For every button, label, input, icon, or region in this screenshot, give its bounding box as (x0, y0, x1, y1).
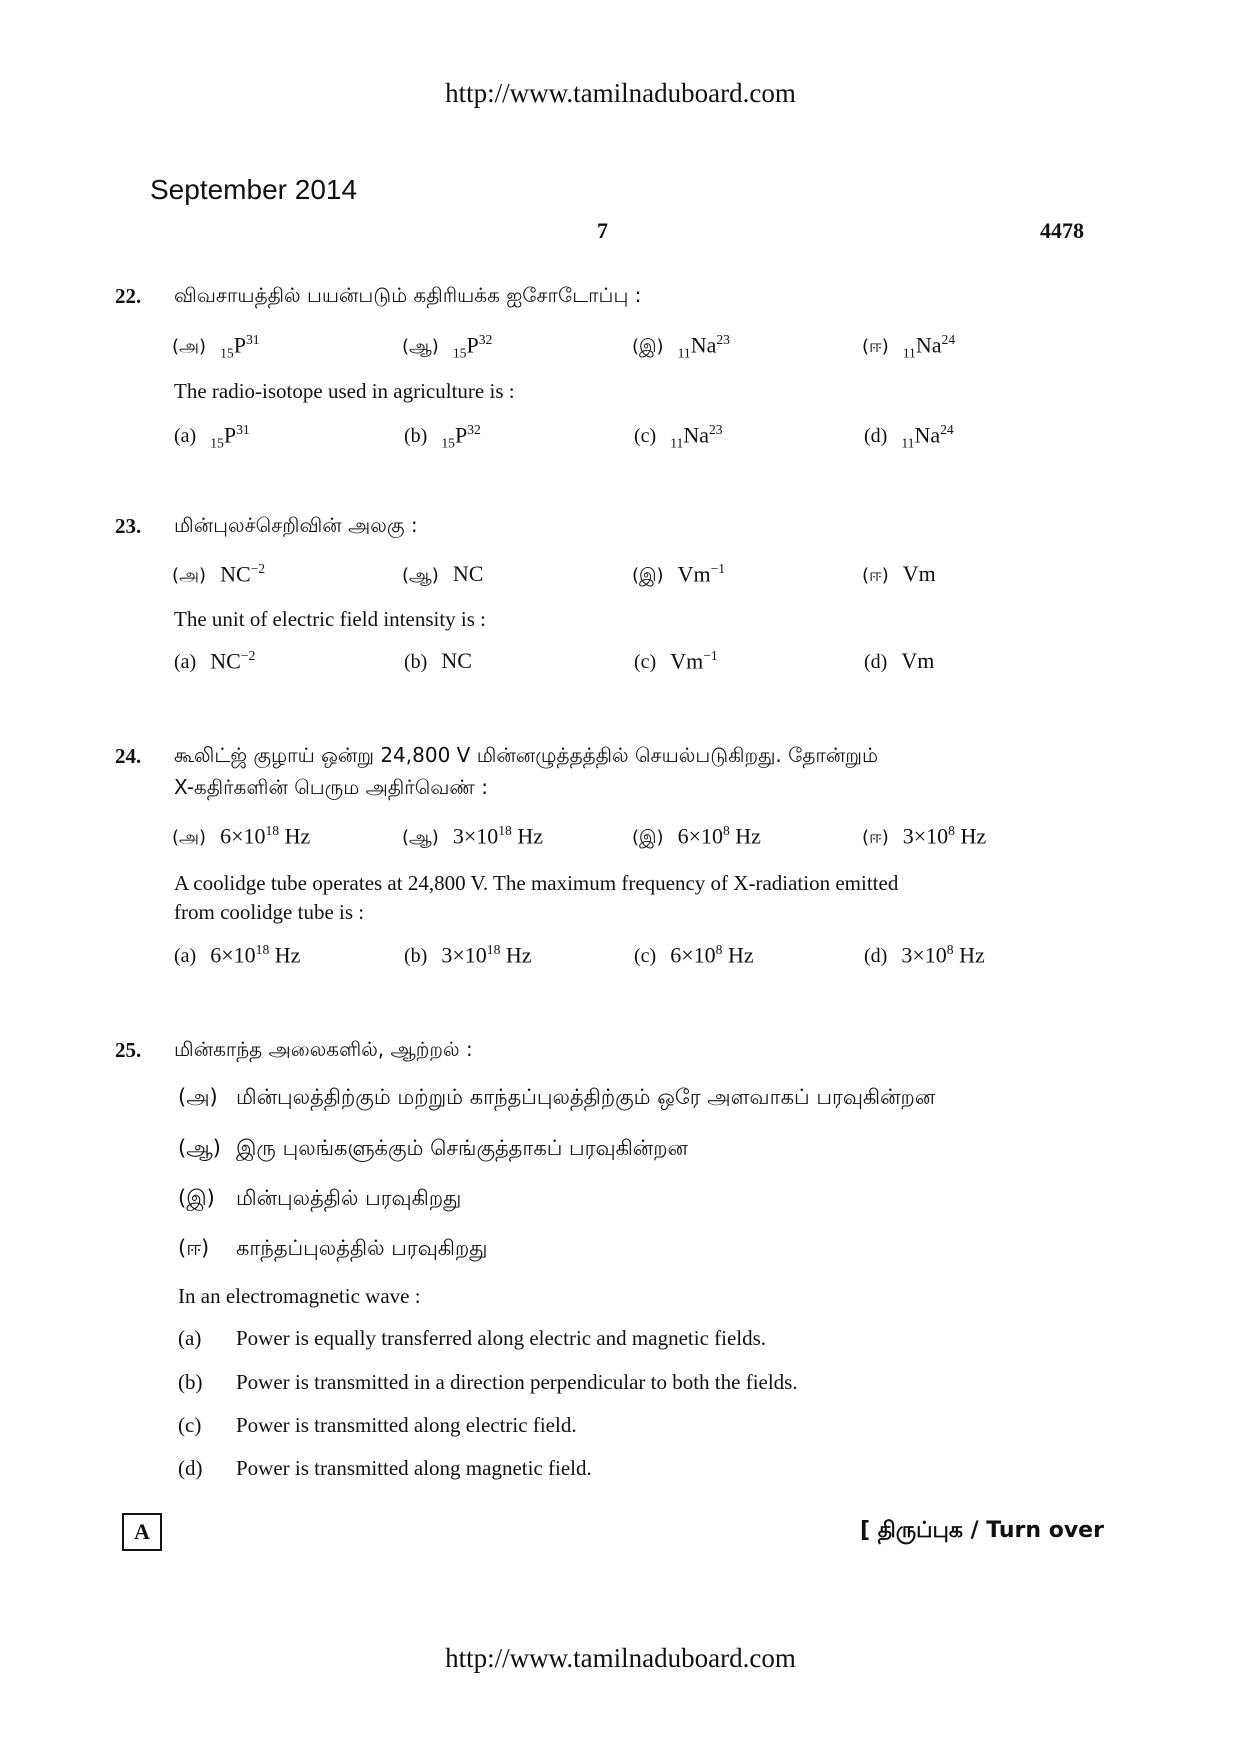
q24-option-ta-1: (அ) $6\times 10^{18}$ Hz (172, 823, 311, 849)
q22-label-ta-3: (இ) (632, 336, 664, 358)
q22-en-opt4-sup: 24 (940, 422, 954, 437)
q22-option-ta-2 (402, 332, 492, 362)
q25-label-en-2: (b) (178, 1370, 203, 1394)
q24-en-opt4-exp: 8 (946, 942, 954, 957)
q24-option-en-2: (b) $3\times 10^{18}$ Hz (404, 942, 532, 968)
q24-opt4-exp: 8 (948, 823, 955, 838)
q25-text-en-2: Power is transmitted in a direction perpendicular to both the fields. (236, 1370, 798, 1394)
q24-opt2-mant: 3 (452, 823, 464, 849)
q23-label-ta-1: (அ) (172, 565, 207, 587)
q25-label-ta-4: (ஈ) (178, 1236, 210, 1260)
q23-en-opt4-base: Vm (901, 648, 935, 673)
q24-option-ta-4: (ஈ) $3\times 10^8$ Hz (862, 823, 987, 849)
q23-option-en-4 (864, 648, 934, 674)
q24-label-en-3: (c) (634, 945, 657, 968)
q24-en-opt3-mant: 6 (670, 942, 682, 968)
q22-opt4-pre: 11 (902, 345, 916, 361)
q22-en-opt4-el: Na (914, 422, 941, 448)
turn-over-label: [ திருப்புக / Turn over (860, 1518, 1104, 1543)
paper-code: 4478 (1040, 218, 1084, 243)
q25-option-ta-2 (178, 1136, 688, 1163)
q24-label-en-2: (b) (404, 945, 428, 968)
q22-label-ta-4: (ஈ) (862, 336, 889, 358)
q22-en-opt2-sup: 32 (467, 422, 481, 437)
q22-en-opt2-pre: 15 (441, 435, 455, 451)
q24-label-ta-4: (ஈ) (862, 827, 889, 849)
q24-en-opt2-exp: 18 (486, 942, 501, 957)
q23-option-en-3 (634, 648, 718, 674)
question-25-english: In an electromagnetic wave : (178, 1284, 421, 1308)
q23-en-opt3-sup: −1 (703, 648, 718, 663)
q22-label-ta-1: (அ) (172, 336, 207, 358)
q22-option-en-3 (634, 422, 723, 452)
q24-opt2-exp: 18 (498, 823, 512, 838)
q22-en-opt2-el: P (454, 422, 468, 448)
q23-option-en-1 (174, 648, 255, 674)
q25-text-ta-4: காந்தப்புலத்தில் பரவுகிறது (236, 1236, 488, 1260)
q23-label-en-4: (d) (864, 651, 888, 673)
q22-en-opt3-el: Na (683, 422, 709, 448)
q23-en-opt3-base: Vm (670, 648, 704, 674)
q22-label-en-1: (a) (174, 425, 197, 448)
question-22-tamil: விவசாயத்தில் பயன்படும் கதிரியக்க ஐசோடோப்பு : (174, 283, 642, 307)
q22-label-en-4: (d) (864, 425, 888, 448)
q25-label-en-3: (c) (178, 1413, 202, 1437)
q24-en-opt4-mant: 3 (901, 942, 913, 968)
q24-label-ta-3: (இ) (632, 827, 664, 849)
question-22-number: 22. (115, 284, 142, 308)
q22-opt4-el: Na (915, 332, 942, 358)
q25-text-en-4: Power is transmitted along magnetic field. (236, 1456, 592, 1480)
q24-opt4-mant: 3 (902, 823, 914, 849)
q24-opt3-exp: 8 (722, 823, 730, 838)
q23-label-ta-2: (ஆ) (402, 565, 439, 586)
q22-label-ta-2: (ஆ) (402, 336, 439, 358)
q23-label-ta-3: (இ) (632, 565, 664, 587)
q23-opt3-sup: −1 (710, 561, 726, 576)
q24-opt3-mant: 6 (677, 823, 689, 849)
q24-option-en-1: (a) $6\times 10^{18}$ Hz (174, 942, 301, 968)
q23-opt3-base: Vm (677, 561, 711, 587)
q22-en-opt3-sup: 23 (708, 422, 723, 437)
q24-opt1-exp: 18 (265, 823, 280, 838)
q24-en-opt3-exp: 8 (715, 942, 723, 957)
q23-en-opt1-base: NC (210, 648, 241, 674)
q22-opt3-pre: 11 (677, 345, 691, 361)
q24-option-en-4: (d) $3\times 10^8$ Hz (864, 942, 985, 968)
q23-en-opt2-base: NC (441, 648, 472, 673)
q23-label-en-1: (a) (174, 651, 197, 674)
q22-option-ta-1 (172, 332, 260, 362)
q24-option-ta-2: (ஆ) $3\times 10^{18}$ Hz (402, 823, 544, 849)
q22-option-en-4 (864, 422, 954, 452)
exam-date: September 2014 (150, 174, 358, 205)
q22-opt1-el: P (233, 332, 246, 358)
q23-label-en-2: (b) (404, 651, 428, 673)
q22-label-en-3: (c) (634, 425, 657, 448)
question-24-number: 24. (115, 744, 142, 768)
q22-en-opt1-el: P (223, 422, 237, 448)
q24-label-en-1: (a) (174, 945, 197, 968)
q22-opt2-el: P (466, 332, 479, 358)
question-23-tamil: மின்புலச்செறிவின் அலகு : (174, 513, 418, 537)
q23-opt2-base: NC (452, 561, 484, 586)
q25-label-ta-3: (இ) (178, 1186, 215, 1210)
q25-text-en-1: Power is equally transferred along electric and magnetic fields. (236, 1326, 767, 1350)
q22-opt3-sup: 23 (716, 332, 730, 347)
q22-en-opt4-pre: 11 (901, 435, 915, 451)
q23-opt4-base: Vm (902, 561, 936, 586)
q25-option-en-3 (178, 1413, 577, 1438)
q25-label-en-1: (a) (178, 1326, 202, 1350)
q24-opt1-unit: Hz (284, 823, 311, 849)
series-box: A (122, 1513, 162, 1551)
q25-option-en-2 (178, 1370, 798, 1395)
q25-text-ta-1: மின்புலத்திற்கும் மற்றும் காந்தப்புலத்திற்கும் ஒரே அளவாகப் பரவுகின்றன (236, 1085, 936, 1109)
q23-option-ta-4 (862, 561, 936, 588)
q23-option-ta-2 (402, 561, 483, 588)
question-24-tamil-line-1: கூலிட்ஜ் குழாய் ஒன்று 24,800 V மின்னழுத்தத்தில் செயல்படுகிறது. தோன்றும் (174, 743, 879, 767)
q25-label-ta-1: (அ) (178, 1085, 218, 1109)
q22-en-opt3-pre: 11 (670, 435, 684, 451)
q22-opt1-sup: 31 (245, 332, 260, 347)
q25-text-en-3: Power is transmitted along electric field. (236, 1413, 577, 1437)
question-24-tamil-line-2: X-கதிர்களின் பெரும அதிர்வெண் : (174, 775, 488, 799)
q23-opt1-sup: −2 (250, 561, 266, 576)
q23-option-ta-3 (632, 561, 725, 588)
question-22-english: The radio-isotope used in agriculture is : (174, 379, 515, 403)
q24-opt2-unit: Hz (517, 823, 544, 849)
q22-label-en-2: (b) (404, 425, 428, 448)
q25-option-en-1 (178, 1326, 766, 1351)
q24-opt3-unit: Hz (735, 823, 761, 849)
q25-option-ta-3 (178, 1186, 461, 1213)
header-url: http://www.tamilnaduboard.com (445, 78, 796, 108)
question-23-number: 23. (115, 514, 142, 538)
q24-option-en-3: (c) $6\times 10^8$ Hz (634, 942, 754, 968)
q25-label-ta-2: (ஆ) (178, 1136, 221, 1160)
q25-label-en-4: (d) (178, 1456, 203, 1480)
q25-text-ta-3: மின்புலத்தில் பரவுகிறது (236, 1186, 462, 1210)
q24-opt1-mant: 6 (220, 823, 232, 849)
q22-opt2-sup: 32 (478, 332, 493, 347)
q24-en-opt1-mant: 6 (210, 942, 222, 968)
q22-en-opt1-sup: 31 (236, 422, 250, 437)
q23-label-ta-4: (ஈ) (862, 565, 889, 586)
q25-option-ta-1 (178, 1085, 935, 1112)
q23-en-opt1-sup: −2 (240, 648, 256, 663)
page-number: 7 (597, 218, 608, 243)
q22-opt1-pre: 15 (220, 345, 234, 361)
q22-en-opt1-pre: 15 (210, 435, 224, 451)
q25-option-en-4 (178, 1456, 592, 1481)
q24-en-opt3-unit: Hz (727, 942, 754, 968)
q25-text-ta-2: இரு புலங்களுக்கும் செங்குத்தாகப் பரவுகின்றன (236, 1136, 688, 1160)
q24-label-ta-1: (அ) (172, 827, 207, 849)
q24-option-ta-3: (இ) $6\times 10^8$ Hz (632, 823, 761, 849)
question-24-english-line-1: A coolidge tube operates at 24,800 V. The maximum frequency of X-radiation emitted (174, 871, 899, 895)
question-24-english-line-2: from coolidge tube is : (174, 900, 365, 924)
q24-en-opt1-unit: Hz (274, 942, 301, 968)
q23-opt1-base: NC (220, 561, 251, 587)
q23-option-ta-1 (172, 561, 265, 588)
q22-option-ta-4 (862, 332, 955, 362)
q22-option-en-1 (174, 422, 250, 452)
question-25-number: 25. (115, 1038, 142, 1062)
q22-opt2-pre: 15 (452, 345, 467, 361)
question-23-english: The unit of electric field intensity is : (174, 607, 486, 631)
footer-url: http://www.tamilnaduboard.com (445, 1643, 796, 1673)
q25-option-ta-4 (178, 1236, 488, 1263)
q23-option-en-2 (404, 648, 472, 674)
q24-label-ta-2: (ஆ) (402, 827, 439, 849)
q24-en-opt4-unit: Hz (959, 942, 985, 968)
q22-opt4-sup: 24 (941, 332, 956, 347)
q24-en-opt2-unit: Hz (505, 942, 532, 968)
q22-option-ta-3 (632, 332, 730, 362)
q24-en-opt1-exp: 18 (255, 942, 270, 957)
q24-label-en-4: (d) (864, 945, 888, 968)
q23-label-en-3: (c) (634, 651, 657, 674)
q24-en-opt2-mant: 3 (441, 942, 453, 968)
q22-option-en-2 (404, 422, 481, 452)
question-25-tamil: மின்காந்த அலைகளில், ஆற்றல் : (174, 1037, 473, 1061)
q22-opt3-el: Na (690, 332, 717, 358)
q24-opt4-unit: Hz (960, 823, 987, 849)
